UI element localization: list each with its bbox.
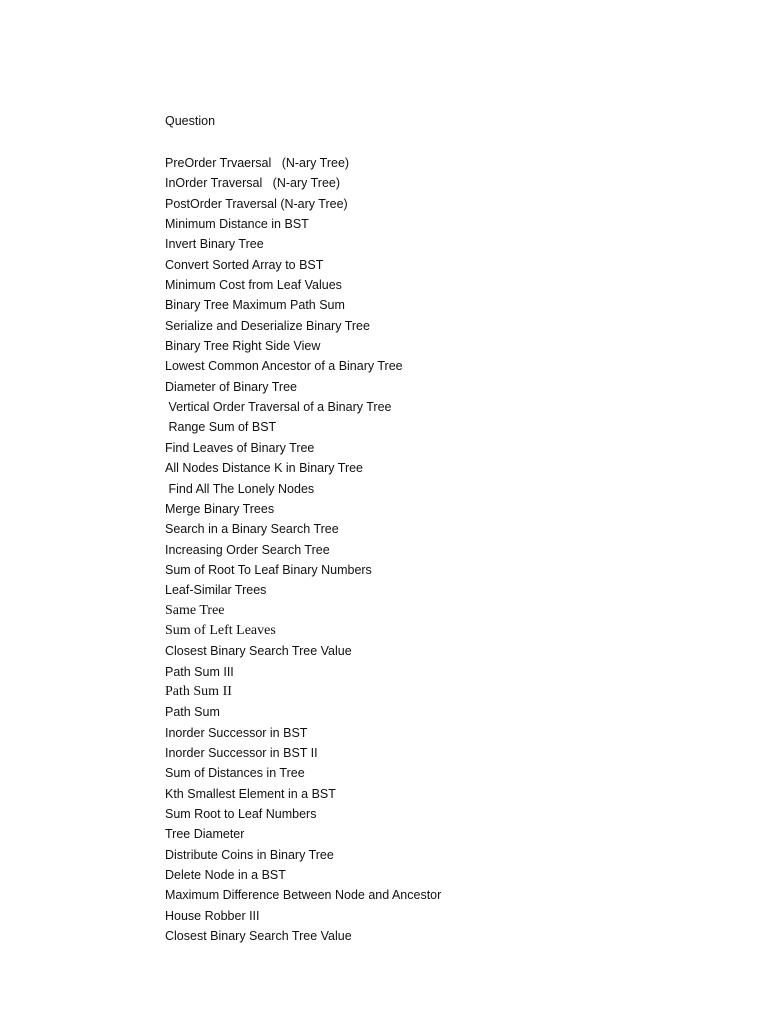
question-item: Serialize and Deserialize Binary Tree — [165, 318, 370, 333]
question-item: Minimum Cost from Leaf Values — [165, 278, 342, 293]
question-item: Binary Tree Maximum Path Sum — [165, 298, 345, 313]
question-item: Range Sum of BST — [165, 420, 277, 435]
question-item: Maximum Difference Between Node and Ancestor — [165, 888, 442, 903]
question-item: Closest Binary Search Tree Value — [165, 644, 352, 659]
question-item: PostOrder Traversal (N-ary Tree) — [165, 196, 348, 211]
question-item: Inorder Successor in BST — [165, 725, 308, 740]
question-item: Distribute Coins in Binary Tree — [165, 847, 334, 862]
question-item: Sum Root to Leaf Numbers — [165, 807, 317, 821]
question-item: Find Leaves of Binary Tree — [165, 440, 315, 455]
document-heading: Question — [165, 114, 216, 128]
question-item: Sum of Left Leaves — [165, 622, 276, 638]
question-item: Same Tree — [165, 602, 225, 618]
question-item: Convert Sorted Array to BST — [165, 257, 324, 272]
question-item: Invert Binary Tree — [165, 237, 264, 252]
question-item: PreOrder Trvaersal (N-ary Tree) — [165, 156, 350, 170]
question-item: Tree Diameter — [165, 827, 245, 842]
question-item: Inorder Successor in BST II — [165, 745, 318, 760]
question-list — [165, 154, 441, 947]
question-item: Sum of Distances in Tree — [165, 766, 305, 781]
question-item: Merge Binary Trees — [165, 501, 275, 516]
question-item: Vertical Order Traversal of a Binary Tree — [165, 400, 392, 415]
question-item: House Robber III — [165, 908, 260, 923]
question-item: Find All The Lonely Nodes — [165, 481, 315, 496]
question-item: Diameter of Binary Tree — [165, 379, 297, 394]
question-item: Delete Node in a BST — [165, 868, 286, 883]
question-item: Increasing Order Search Tree — [165, 542, 330, 557]
question-item: Binary Tree Right Side View — [165, 339, 321, 354]
question-item: Lowest Common Ancestor of a Binary Tree — [165, 359, 403, 374]
question-item: Sum of Root To Leaf Binary Numbers — [165, 562, 372, 577]
question-item: Path Sum — [165, 705, 220, 720]
question-item: Leaf-Similar Trees — [165, 583, 267, 598]
question-item: Closest Binary Search Tree Value — [165, 929, 352, 944]
question-item: Path Sum II — [165, 683, 232, 699]
question-item: Kth Smallest Element in a BST — [165, 786, 336, 801]
question-item: Search in a Binary Search Tree — [165, 522, 339, 537]
question-item: Path Sum III — [165, 664, 234, 679]
question-item: Minimum Distance in BST — [165, 217, 309, 232]
question-item: InOrder Traversal (N-ary Tree) — [165, 176, 341, 191]
question-item: All Nodes Distance K in Binary Tree — [165, 461, 364, 476]
